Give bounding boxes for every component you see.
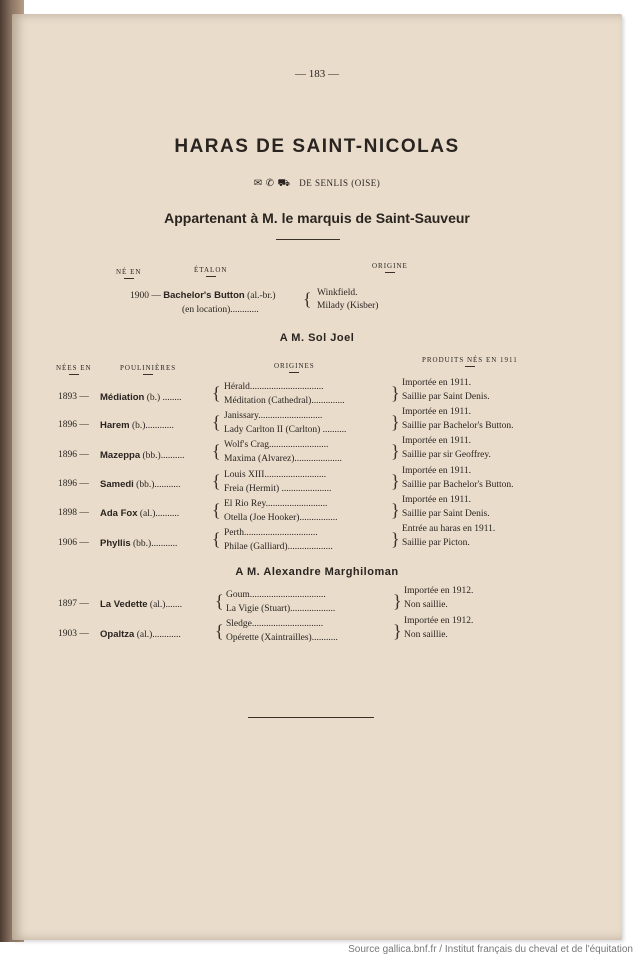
produit-2: Non saillie. bbox=[404, 600, 448, 610]
mare-entry: Mazeppa (bb.).......... bbox=[100, 450, 185, 461]
etalon-dam: Milady (Kisber) bbox=[317, 301, 379, 311]
sire: Wolf's Crag......................... bbox=[224, 440, 329, 450]
year: 1896 — bbox=[58, 450, 89, 460]
post-office-icon: ✉ ✆ ⛟ bbox=[253, 178, 291, 189]
divider bbox=[276, 239, 340, 240]
brace: { bbox=[212, 529, 221, 549]
brace: } bbox=[393, 621, 402, 641]
location-line bbox=[12, 178, 622, 191]
header-origine: ORIGINE bbox=[372, 262, 408, 273]
mare-entry: Samedi (bb.)........... bbox=[100, 479, 181, 490]
book-page bbox=[12, 14, 622, 940]
header-origines: ORIGINES bbox=[274, 362, 315, 373]
dam: Maxima (Alvarez).................... bbox=[224, 454, 342, 464]
year: 1903 — bbox=[58, 629, 89, 639]
dam: La Vigie (Stuart)................... bbox=[226, 604, 336, 614]
sire: El Rio Rey.......................... bbox=[224, 499, 328, 509]
year: 1898 — bbox=[58, 508, 89, 518]
produit-1: Importée en 1911. bbox=[402, 495, 472, 505]
mare-entry: Phyllis (bb.)........... bbox=[100, 538, 178, 549]
page-number: — 183 — bbox=[295, 68, 339, 80]
brace: } bbox=[391, 529, 400, 549]
dam: Otella (Joe Hooker)................ bbox=[224, 513, 338, 523]
year: 1906 — bbox=[58, 538, 89, 548]
produit-1: Importée en 1912. bbox=[404, 616, 474, 626]
dam: Méditation (Cathedral).............. bbox=[224, 396, 345, 406]
section-title-marghiloman: A M. Alexandre Marghiloman bbox=[235, 566, 399, 578]
year: 1896 — bbox=[58, 479, 89, 489]
mare-entry: Ada Fox (al.).......... bbox=[100, 508, 180, 519]
brace: } bbox=[391, 441, 400, 461]
sire: Janissary........................... bbox=[224, 411, 323, 421]
brace: { bbox=[303, 289, 312, 309]
header-poulinieres: POULINIÈRES bbox=[120, 364, 176, 375]
produit-1: Importée en 1912. bbox=[404, 586, 474, 596]
dam: Philae (Galliard)................... bbox=[224, 542, 333, 552]
brace: { bbox=[212, 412, 221, 432]
brace: { bbox=[215, 621, 224, 641]
produit-2: Saillie par Bachelor's Button. bbox=[402, 480, 514, 490]
header-etalon: ÉTALON bbox=[194, 266, 227, 277]
produit-2: Saillie par Bachelor's Button. bbox=[402, 421, 514, 431]
etalon-location-note: (en location)............ bbox=[182, 305, 259, 315]
header-ne-en: NÉ EN bbox=[116, 268, 141, 279]
brace: } bbox=[391, 471, 400, 491]
header-produits: PRODUITS NÉS EN 1911 bbox=[422, 356, 518, 367]
produit-2: Non saillie. bbox=[404, 630, 448, 640]
sire: Louis XIII.......................... bbox=[224, 470, 327, 480]
year: 1897 — bbox=[58, 599, 89, 609]
year: 1893 — bbox=[58, 392, 89, 402]
produit-2: Saillie par Saint Denis. bbox=[402, 509, 490, 519]
brace: } bbox=[391, 500, 400, 520]
mare-entry: Médiation (b.) ........ bbox=[100, 392, 182, 403]
section-title-sol-joel: A M. Sol Joel bbox=[279, 332, 355, 344]
mare-entry: Opaltza (al.)............ bbox=[100, 629, 181, 640]
owner-heading: Appartenant à M. le marquis de Saint-Sauveur bbox=[164, 210, 470, 226]
mare-entry: La Vedette (al.)....... bbox=[100, 599, 183, 610]
brace: } bbox=[393, 591, 402, 611]
brace: } bbox=[391, 412, 400, 432]
mare-entry: Harem (b.)............ bbox=[100, 420, 174, 431]
page-title: HARAS DE SAINT-NICOLAS bbox=[174, 136, 460, 157]
etalon-sire: Winkfield. bbox=[317, 288, 358, 298]
sire: Perth............................... bbox=[224, 528, 318, 538]
dam: Freia (Hermit) ..................... bbox=[224, 484, 332, 494]
sire: Sledge.............................. bbox=[226, 619, 324, 629]
sire: Hérald............................... bbox=[224, 382, 324, 392]
dam: Opérette (Xaintrailles)........... bbox=[226, 633, 338, 643]
etalon-row: 1900 — Bachelor's Button (al.-br.) bbox=[130, 290, 276, 301]
dam: Lady Carlton II (Carlton) .......... bbox=[224, 425, 347, 435]
sire: Goum................................ bbox=[226, 590, 326, 600]
location-text: DE SENLIS (OISE) bbox=[299, 178, 381, 188]
produit-1: Importée en 1911. bbox=[402, 436, 472, 446]
year: 1896 — bbox=[58, 420, 89, 430]
source-credit: Source gallica.bnf.fr / Institut français du cheval et de l'équitation bbox=[348, 944, 633, 955]
closing-divider bbox=[248, 717, 374, 718]
produit-2: Saillie par Picton. bbox=[402, 538, 470, 548]
produit-1: Importée en 1911. bbox=[402, 466, 472, 476]
header-nees-en: NÉES EN bbox=[56, 364, 92, 375]
brace: { bbox=[212, 441, 221, 461]
produit-1: Importée en 1911. bbox=[402, 407, 472, 417]
brace: { bbox=[212, 383, 221, 403]
brace: { bbox=[215, 591, 224, 611]
produit-1: Importée en 1911. bbox=[402, 378, 472, 388]
brace: { bbox=[212, 500, 221, 520]
brace: } bbox=[391, 383, 400, 403]
produit-1: Entrée au haras en 1911. bbox=[402, 524, 496, 534]
produit-2: Saillie par Saint Denis. bbox=[402, 392, 490, 402]
brace: { bbox=[212, 471, 221, 491]
produit-2: Saillie par sir Geoffrey. bbox=[402, 450, 491, 460]
